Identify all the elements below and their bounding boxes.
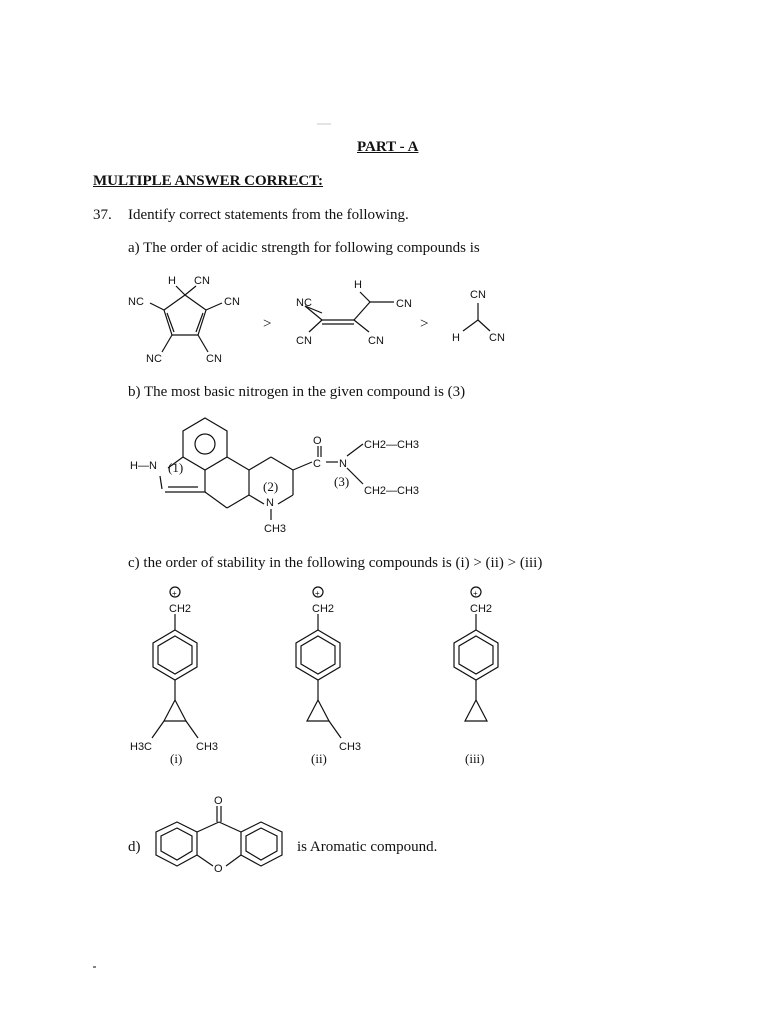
svg-text:+: + [172,589,177,598]
b-h-n: H—N [130,460,157,472]
c3-ch2: CH2 [470,603,493,615]
statement-a: a) The order of acidic strength for following compounds is [128,240,480,256]
c1-label: (i) [170,751,183,766]
statement-d-label: d) [128,839,141,855]
c1-h3c: H3C [130,741,153,753]
question-text: Identify correct statements from the following. [128,207,409,223]
a1-cn-br: CN [206,353,222,365]
svg-text:+: + [473,589,478,598]
a2-cn-bl: CN [296,335,312,347]
c2-label: (ii) [311,751,327,766]
compound-c2 [296,587,361,766]
compound-d [156,795,282,875]
a1-cn-top: CN [194,275,210,287]
b-methyl: CH3 [264,523,287,535]
a3-h: H [452,332,460,344]
a3-cn-right: CN [489,332,505,344]
compound-c3 [454,587,498,766]
b-amide-n: N [339,458,347,470]
section-heading: MULTIPLE ANSWER CORRECT: [93,173,324,189]
a1-nc-left: NC [128,296,144,308]
part-heading: PART - A [357,139,419,155]
compound-a1 [128,275,240,365]
a1-cn-right: CN [224,296,240,308]
a1-h: H [168,275,176,287]
statement-c: c) the order of stability in the following compounds is (i) > (ii) > (iii) [128,555,543,571]
c1-ch3: CH3 [196,741,219,753]
compound-a2 [296,279,412,347]
greater-than-1: > [263,316,272,332]
a3-cn-top: CN [470,289,486,301]
a2-cn-bm: CN [368,335,384,347]
a2-h: H [354,279,362,291]
statement-b: b) The most basic nitrogen in the given compound is (3) [128,384,466,400]
b-ring-n: N [266,497,274,509]
b-n1-label: (1) [168,460,184,475]
greater-than-2: > [420,316,429,332]
svg-text:+: + [315,589,320,598]
compound-b [130,418,419,535]
a2-cn-right: CN [396,298,412,310]
b-n3-label: (3) [334,474,350,489]
b-oxygen: O [313,435,322,447]
c2-ch2: CH2 [312,603,335,615]
question-number: 37. [93,207,112,223]
c1-ch2: CH2 [169,603,192,615]
c2-ch3: CH3 [339,741,362,753]
b-ethyl-bottom: CH2—CH3 [364,485,420,497]
compound-c1 [130,587,218,766]
b-ethyl-top: CH2—CH3 [364,439,420,451]
statement-d-suffix: is Aromatic compound. [297,839,438,855]
c3-label: (iii) [465,751,485,766]
a2-nc: NC [296,297,312,309]
b-n2-label: (2) [263,479,279,494]
a1-nc-bl: NC [146,353,162,365]
b-carbonyl-c: C [313,458,321,470]
compound-a3 [452,289,505,344]
d-oxygen-ring: O [214,863,223,875]
d-oxygen-top: O [214,795,223,807]
